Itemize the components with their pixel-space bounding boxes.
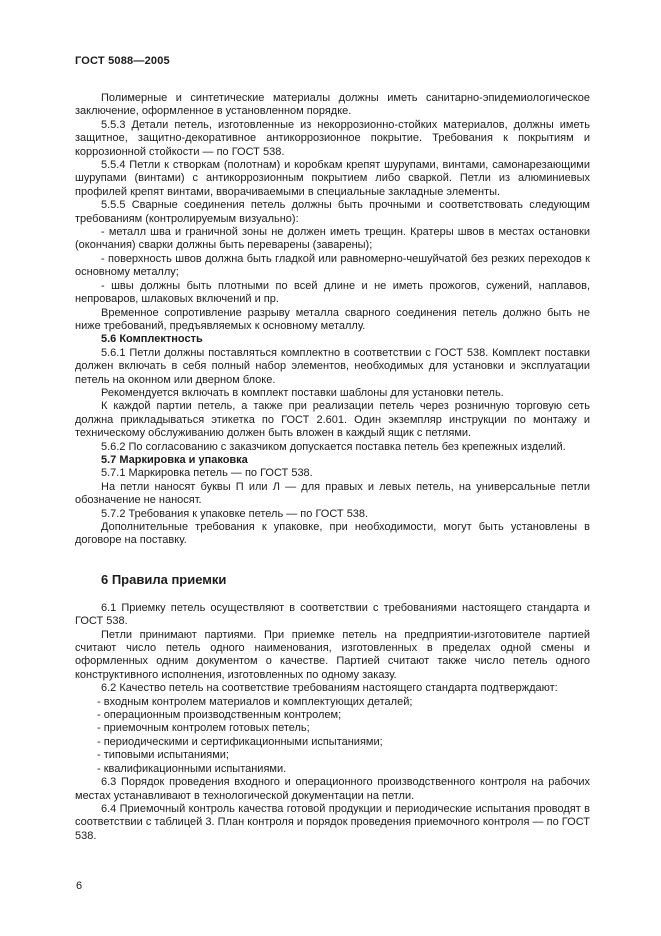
paragraph: 6.3 Порядок проведения входного и операционного производственного контроля на рабочих местах устанавливают в технологической документации на петли.	[75, 776, 590, 802]
paragraph: 6.2 Качество петель на соответствие требованиям настоящего стандарта подтверждают:	[101, 682, 558, 695]
paragraph: 5.7.1 Маркировка петель — по ГОСТ 538.	[101, 467, 313, 480]
paragraph: На петли наносят буквы П или Л — для правых и левых петель, на универсальные петли обозначение не наносят.	[75, 480, 590, 507]
page-number: 6	[76, 880, 83, 892]
list-item: - металл шва и граничной зоны не должен иметь трещин. Кратеры швов в местах остановки (окончания) сварки должны быть переварены (заварены);	[75, 226, 590, 252]
paragraph: 6.4 Приемочный контроль качества готовой продукции и периодические испытания проводят в соответствии с таблицей 3. План контроля и порядок проведения приемочного контроля — по ГОСТ 538.	[75, 802, 590, 842]
section-heading: 6 Правила приемки	[101, 571, 227, 587]
list-item: - периодическими и сертификационными испытаниями;	[97, 735, 383, 748]
paragraph: 5.5.5 Сварные соединения петель должны быть прочными и соответствовать следующим требованиям (контролируемым визуально):	[75, 199, 590, 225]
paragraph: 5.6.2 По согласованию с заказчиком допускается поставка петель без крепежных изделий.	[101, 440, 566, 453]
paragraph: Рекомендуется включать в комплект поставки шаблоны для установки петель.	[101, 386, 504, 399]
standard-number: ГОСТ 5088—2005	[75, 55, 170, 67]
paragraph: 6.1 Приемку петель осуществляют в соответствии с требованиями настоящего стандарта и ГОСТ 538.	[75, 601, 590, 628]
subsection-heading: 5.6 Комплектность	[101, 333, 203, 346]
paragraph: 5.5.3 Детали петель, изготовленные из некоррозионно-стойких материалов, должны иметь защитное, защитно-декоративное антикоррозионное покрытие. Требования к покрытиям и коррозионной стойкости — по ГОСТ 538.	[75, 118, 590, 158]
paragraph: Полимерные и синтетические материалы должны иметь санитарно-эпидемиологическое заключение, оформленное в установленном порядке.	[75, 92, 590, 118]
list-item: - квалификационными испытаниями.	[97, 762, 287, 775]
document-header	[75, 55, 590, 68]
list-item: - типовыми испытаниями;	[97, 749, 229, 762]
subsection-heading: 5.7 Маркировка и упаковка	[101, 453, 248, 466]
document-footer	[76, 880, 82, 892]
list-item: - поверхность швов должна быть гладкой или равномерно-чешуйчатой без резких переходов к основному металлу;	[75, 252, 590, 279]
paragraph: К каждой партии петель, а также при реализации петель через розничную торговую сеть должна прикладываться этикетка по ГОСТ 2.601. Один экземпляр инструкции по монтажу и техническому обслуживанию должен быть вложен в каждый ящик с петлями.	[75, 400, 590, 440]
paragraph: Временное сопротивление разрыву металла сварного соединения петель должно быть не ниже требований, предъявляемых к основному металлу.	[75, 306, 590, 332]
paragraph: 5.6.1 Петли должны поставляться комплектно в соответствии с ГОСТ 538. Комплект поставки должен включать в себя полный набор элементов, необходимых для установки и эксплуатации петель на оконном или дверном блоке.	[75, 346, 590, 386]
paragraph: 5.5.4 Петли к створкам (полотнам) и коробкам крепят шурупами, винтами, самонарезающими шурупами (винтами) с антикоррозионным покрытием либо сваркой. Петли из алюминиевых профилей крепят винтами, вворачиваемыми в специальные закладные элементы.	[75, 159, 590, 198]
list-item: - операционным производственным контролем;	[97, 709, 342, 722]
paragraph: Дополнительные требования к упаковке, при необходимости, могут быть установлены в договоре на поставку.	[75, 521, 590, 547]
list-item: - входным контролем материалов и комплектующих деталей;	[97, 695, 413, 708]
list-item: - швы должны быть плотными по всей длине и не иметь прожогов, сужений, наплавов, непроваров, шлаковых включений и пр.	[75, 279, 590, 306]
paragraph: Петли принимают партиями. При приемке петель на предприятии-изготовителе партией считают число петель одного наименования, изготовленных в пределах одной смены и оформленных одним документом о качестве. Партией считают также число петель одного конструктивного исполнения, изготовленных по одному заказу.	[75, 628, 590, 681]
paragraph: 5.7.2 Требования к упаковке петель — по ГОСТ 538.	[101, 507, 369, 520]
document-body	[75, 92, 590, 843]
list-item: - приемочным контролем готовых петель;	[97, 722, 310, 735]
